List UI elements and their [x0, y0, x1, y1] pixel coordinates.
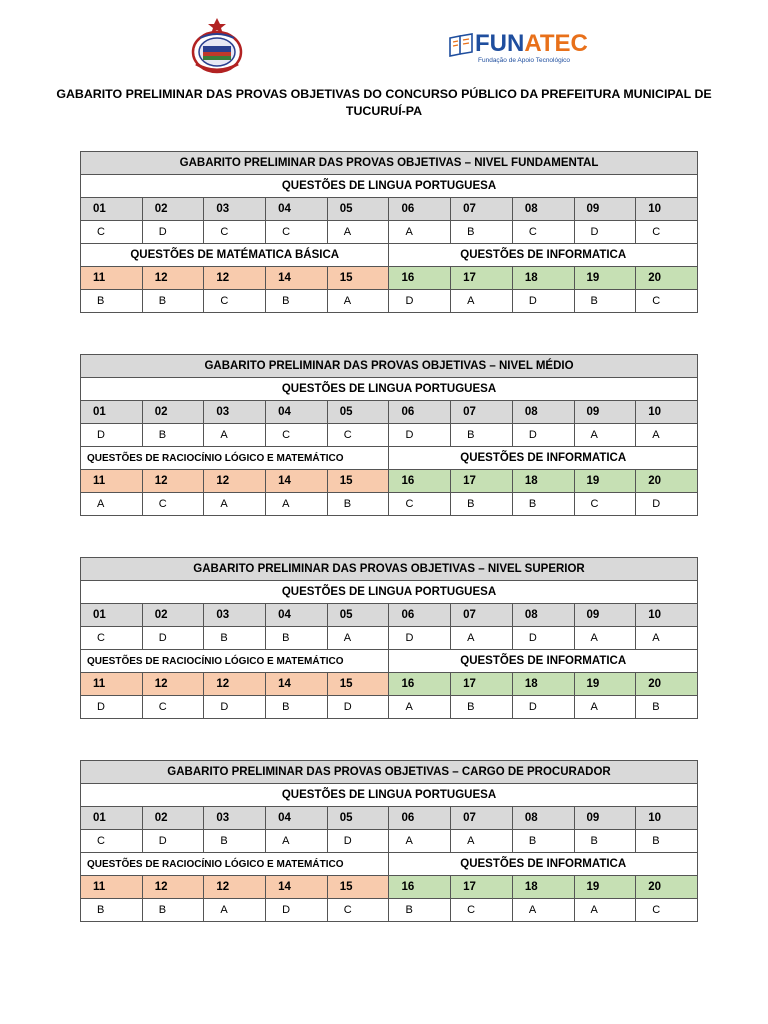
question-number: 09	[574, 604, 636, 627]
table-title: GABARITO PRELIMINAR DAS PROVAS OBJETIVAS – CARGO DE PROCURADOR	[81, 761, 698, 784]
question-number-row	[81, 673, 698, 696]
answer-cell: D	[327, 696, 389, 719]
question-number: 17	[451, 470, 513, 493]
document-title-line2: TUCURUÍ-PA	[345, 104, 423, 118]
answer-cell: C	[266, 424, 328, 447]
question-number: 14	[266, 267, 328, 290]
question-number: 06	[389, 604, 451, 627]
question-number: 03	[204, 198, 266, 221]
question-number: 16	[389, 673, 451, 696]
answer-cell: A	[574, 627, 636, 650]
question-number: 02	[142, 807, 204, 830]
answer-cell: B	[636, 696, 698, 719]
answer-row	[81, 899, 698, 922]
answer-cell: C	[142, 696, 204, 719]
question-number: 05	[327, 401, 389, 424]
answer-cell: D	[389, 627, 451, 650]
question-number-row	[81, 807, 698, 830]
question-number: 08	[512, 401, 574, 424]
question-number: 11	[81, 267, 143, 290]
section-heading-math: QUESTÕES DE RACIOCÍNIO LÓGICO E MATEMÁTICO	[81, 650, 389, 673]
question-number: 07	[451, 198, 513, 221]
answer-cell: D	[512, 627, 574, 650]
question-number: 11	[81, 673, 143, 696]
question-number: 08	[512, 198, 574, 221]
answer-cell: A	[204, 424, 266, 447]
answer-cell: B	[142, 424, 204, 447]
answer-cell: B	[142, 899, 204, 922]
answer-cell: C	[81, 221, 143, 244]
question-number: 15	[327, 470, 389, 493]
question-number: 17	[451, 267, 513, 290]
answer-cell: D	[266, 899, 328, 922]
question-number: 20	[636, 876, 698, 899]
question-number: 09	[574, 198, 636, 221]
question-number: 15	[327, 267, 389, 290]
question-number-row	[81, 198, 698, 221]
answer-cell: A	[327, 627, 389, 650]
answer-cell: B	[327, 493, 389, 516]
answer-cell: D	[204, 696, 266, 719]
question-number: 15	[327, 876, 389, 899]
question-number: 16	[389, 876, 451, 899]
section-heading-portuguese: QUESTÕES DE LINGUA PORTUGUESA	[81, 378, 698, 401]
answer-cell: B	[81, 899, 143, 922]
answer-row	[81, 627, 698, 650]
brand-name: FUNATEC	[475, 30, 588, 57]
answer-cell: B	[266, 290, 328, 313]
answer-row	[81, 221, 698, 244]
answer-cell: D	[142, 830, 204, 853]
question-number: 18	[512, 267, 574, 290]
question-number: 10	[636, 198, 698, 221]
answer-cell: C	[636, 899, 698, 922]
question-number: 07	[451, 807, 513, 830]
answer-cell: A	[574, 424, 636, 447]
question-number: 12	[142, 876, 204, 899]
brand-subtitle: Fundação de Apoio Tecnológico	[478, 57, 571, 64]
question-number: 20	[636, 267, 698, 290]
table-title-row	[81, 152, 698, 175]
section-row	[81, 784, 698, 807]
question-number: 18	[512, 673, 574, 696]
answer-cell: D	[81, 424, 143, 447]
question-number-row	[81, 401, 698, 424]
question-number: 12	[204, 267, 266, 290]
answer-cell: A	[327, 221, 389, 244]
answer-cell: C	[204, 221, 266, 244]
answer-cell: B	[512, 830, 574, 853]
answer-cell: B	[574, 830, 636, 853]
question-number: 11	[81, 470, 143, 493]
question-number: 01	[81, 604, 143, 627]
answer-cell: D	[389, 290, 451, 313]
answer-row	[81, 830, 698, 853]
section-heading-informatics: QUESTÕES DE INFORMATICA	[389, 447, 698, 470]
question-number: 04	[266, 401, 328, 424]
answer-cell: A	[204, 493, 266, 516]
question-number: 07	[451, 401, 513, 424]
answer-cell: A	[451, 830, 513, 853]
answer-cell: C	[81, 627, 143, 650]
question-number: 14	[266, 673, 328, 696]
answer-cell: D	[389, 424, 451, 447]
table-title-row	[81, 761, 698, 784]
section-row	[81, 175, 698, 198]
answer-key-table	[80, 151, 698, 313]
question-number: 01	[81, 807, 143, 830]
question-number: 06	[389, 198, 451, 221]
question-number: 03	[204, 401, 266, 424]
section-row	[81, 853, 698, 876]
question-number: 11	[81, 876, 143, 899]
section-heading-portuguese: QUESTÕES DE LINGUA PORTUGUESA	[81, 784, 698, 807]
answer-key-table	[80, 557, 698, 719]
answer-cell: A	[512, 899, 574, 922]
answer-cell: D	[636, 493, 698, 516]
question-number: 06	[389, 807, 451, 830]
answer-cell: A	[327, 290, 389, 313]
section-heading-math: QUESTÕES DE RACIOCÍNIO LÓGICO E MATEMÁTICO	[81, 853, 389, 876]
section-heading-informatics: QUESTÕES DE INFORMATICA	[389, 244, 698, 267]
section-row	[81, 378, 698, 401]
answer-cell: A	[389, 830, 451, 853]
question-number: 03	[204, 807, 266, 830]
answer-cell: C	[204, 290, 266, 313]
answer-cell: B	[204, 627, 266, 650]
answer-cell: D	[81, 696, 143, 719]
answer-cell: B	[389, 899, 451, 922]
answer-key-table	[80, 760, 698, 922]
section-row	[81, 581, 698, 604]
question-number: 18	[512, 876, 574, 899]
question-number: 10	[636, 401, 698, 424]
answer-cell: B	[451, 696, 513, 719]
answer-cell: D	[512, 424, 574, 447]
question-number: 12	[142, 673, 204, 696]
question-number: 07	[451, 604, 513, 627]
answer-cell: A	[389, 696, 451, 719]
question-number: 18	[512, 470, 574, 493]
question-number: 19	[574, 267, 636, 290]
question-number: 08	[512, 807, 574, 830]
answer-cell: D	[142, 221, 204, 244]
question-number: 16	[389, 470, 451, 493]
answer-cell: C	[81, 830, 143, 853]
question-number-row	[81, 470, 698, 493]
answer-cell: D	[142, 627, 204, 650]
answer-cell: D	[574, 221, 636, 244]
answer-cell: B	[451, 424, 513, 447]
section-heading-portuguese: QUESTÕES DE LINGUA PORTUGUESA	[81, 175, 698, 198]
answer-cell: A	[636, 627, 698, 650]
answer-cell: D	[512, 696, 574, 719]
document-title-line1: GABARITO PRELIMINAR DAS PROVAS OBJETIVAS DO CONCURSO PÚBLICO DA PREFEITURA MUNICIPAL DE	[56, 87, 712, 101]
question-number: 04	[266, 198, 328, 221]
question-number: 16	[389, 267, 451, 290]
answer-cell: B	[451, 493, 513, 516]
answer-cell: B	[512, 493, 574, 516]
answer-cell: A	[451, 627, 513, 650]
section-row	[81, 447, 698, 470]
question-number: 12	[204, 876, 266, 899]
question-number: 02	[142, 198, 204, 221]
answer-cell: B	[636, 830, 698, 853]
table-title: GABARITO PRELIMINAR DAS PROVAS OBJETIVAS – NIVEL FUNDAMENTAL	[81, 152, 698, 175]
question-number: 08	[512, 604, 574, 627]
question-number: 15	[327, 673, 389, 696]
answer-cell: A	[574, 696, 636, 719]
section-heading-informatics: QUESTÕES DE INFORMATICA	[389, 853, 698, 876]
section-row	[81, 650, 698, 673]
municipal-seal-icon	[190, 16, 244, 74]
question-number: 06	[389, 401, 451, 424]
answer-cell: A	[266, 830, 328, 853]
table-title: GABARITO PRELIMINAR DAS PROVAS OBJETIVAS – NIVEL MÉDIO	[81, 355, 698, 378]
answer-cell: A	[451, 290, 513, 313]
section-heading-portuguese: QUESTÕES DE LINGUA PORTUGUESA	[81, 581, 698, 604]
question-number: 20	[636, 673, 698, 696]
answer-cell: B	[451, 221, 513, 244]
question-number: 04	[266, 807, 328, 830]
answer-cell: A	[389, 221, 451, 244]
question-number: 14	[266, 470, 328, 493]
document-title	[40, 86, 728, 120]
question-number: 19	[574, 876, 636, 899]
answer-row	[81, 493, 698, 516]
section-heading-informatics: QUESTÕES DE INFORMATICA	[389, 650, 698, 673]
answer-row	[81, 696, 698, 719]
question-number: 01	[81, 401, 143, 424]
answer-cell: C	[512, 221, 574, 244]
answer-cell: D	[512, 290, 574, 313]
question-number: 12	[204, 470, 266, 493]
question-number: 05	[327, 604, 389, 627]
section-heading-math: QUESTÕES DE MATÉMATICA BÁSICA	[81, 244, 389, 267]
answer-cell: B	[574, 290, 636, 313]
section-row	[81, 244, 698, 267]
question-number-row	[81, 876, 698, 899]
question-number: 05	[327, 198, 389, 221]
question-number: 14	[266, 876, 328, 899]
question-number: 09	[574, 401, 636, 424]
question-number: 09	[574, 807, 636, 830]
question-number: 12	[142, 470, 204, 493]
answer-cell: B	[266, 627, 328, 650]
book-icon	[448, 32, 474, 58]
answer-cell: B	[81, 290, 143, 313]
question-number-row	[81, 604, 698, 627]
question-number: 05	[327, 807, 389, 830]
question-number: 03	[204, 604, 266, 627]
question-number: 12	[142, 267, 204, 290]
answer-cell: C	[327, 424, 389, 447]
table-title: GABARITO PRELIMINAR DAS PROVAS OBJETIVAS – NIVEL SUPERIOR	[81, 558, 698, 581]
answer-cell: A	[636, 424, 698, 447]
table-title-row	[81, 355, 698, 378]
answer-cell: B	[266, 696, 328, 719]
answer-cell: A	[81, 493, 143, 516]
answer-cell: A	[204, 899, 266, 922]
question-number: 20	[636, 470, 698, 493]
answer-cell: C	[636, 221, 698, 244]
question-number: 17	[451, 876, 513, 899]
answer-cell: C	[636, 290, 698, 313]
question-number: 10	[636, 807, 698, 830]
answer-cell: C	[451, 899, 513, 922]
question-number: 02	[142, 401, 204, 424]
question-number: 19	[574, 673, 636, 696]
answer-cell: C	[389, 493, 451, 516]
table-title-row	[81, 558, 698, 581]
question-number: 10	[636, 604, 698, 627]
question-number-row	[81, 267, 698, 290]
funatec-logo	[448, 30, 588, 70]
answer-row	[81, 290, 698, 313]
answer-cell: A	[574, 899, 636, 922]
question-number: 12	[204, 673, 266, 696]
answer-cell: B	[142, 290, 204, 313]
answer-key-table	[80, 354, 698, 516]
answer-cell: D	[327, 830, 389, 853]
question-number: 17	[451, 673, 513, 696]
answer-cell: C	[327, 899, 389, 922]
question-number: 19	[574, 470, 636, 493]
question-number: 02	[142, 604, 204, 627]
answer-cell: C	[266, 221, 328, 244]
answer-cell: C	[142, 493, 204, 516]
section-heading-math: QUESTÕES DE RACIOCÍNIO LÓGICO E MATEMÁTICO	[81, 447, 389, 470]
answer-cell: C	[574, 493, 636, 516]
question-number: 04	[266, 604, 328, 627]
answer-row	[81, 424, 698, 447]
answer-cell: A	[266, 493, 328, 516]
logo-bar	[0, 14, 768, 76]
answer-cell: B	[204, 830, 266, 853]
question-number: 01	[81, 198, 143, 221]
